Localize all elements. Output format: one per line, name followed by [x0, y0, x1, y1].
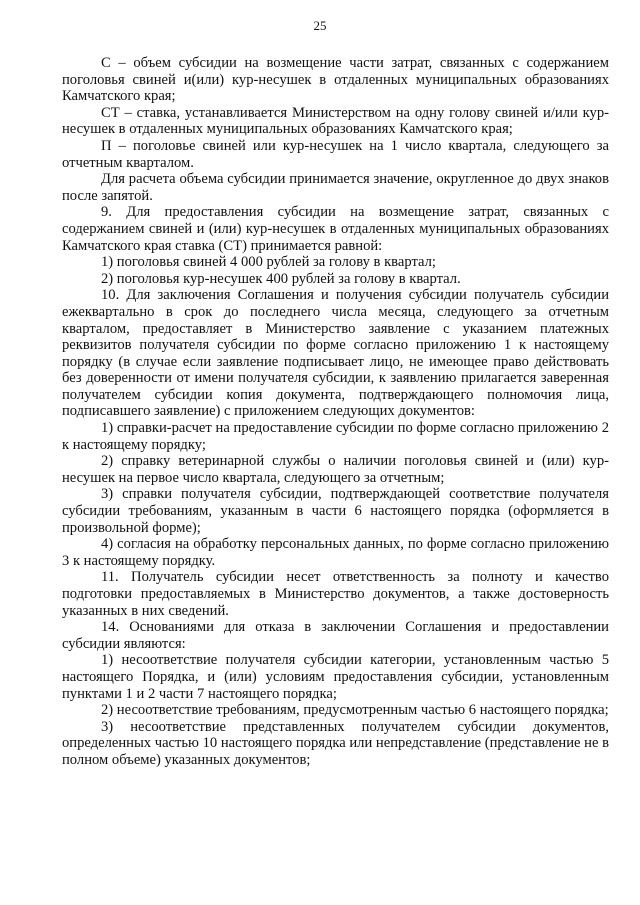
paragraph-clause-10: 10. Для заключения Соглашения и получения субсидии получатель субсидии ежеквартально в срок до последнего числа месяца, следующего за отчетным кварталом, предоставляет в Министерство заявление с указанием платежных реквизитов получателя субсидии по форме согласно приложению 1 к настоящему порядку (в случае если заявление подписывает лицо, не имеющее право действовать без доверенности от имени получателя субсидии, к заявлению прилагается заверенная получателем субсидии копия документа, подтверждающего полномочия лица, подписавшего заявление) с приложением следующих документов: — [62, 287, 609, 420]
document-body — [62, 55, 609, 769]
paragraph-rate-definition: СТ – ставка, устанавливается Министерством на одну голову свиней и/или кур-несушек в отдаленных муниципальных образованиях Камчатского края; — [62, 104, 609, 138]
paragraph-livestock-definition: П – поголовье свиней или кур-несушек на 1 число квартала, следующего за отчетным кварталом. — [62, 137, 609, 171]
list-item-refusal-requirements: 2) несоответствие требованиям, предусмотренным частью 6 настоящего порядка; — [101, 702, 609, 719]
paragraph-clause-11: 11. Получатель субсидии несет ответственность за полноту и качество подготовки предоставляемых в Министерство документов, а также достоверность указанных в них сведений. — [62, 569, 609, 619]
paragraph-clause-9: 9. Для предоставления субсидии на возмещение затрат, связанных с содержанием свиней и (или) кур-несушек в отдаленных муниципальных образованиях Камчатского края ставка (СТ) принимается равной: — [62, 204, 609, 254]
list-item-hens-rate: 2) поголовья кур-несушек 400 рублей за голову в квартал. — [101, 270, 461, 287]
list-item-refusal-documents: 3) несоответствие представленных получателем субсидии документов, определенных частью 10 настоящего порядка или непредставление (представление не в полном объеме) указанных документов; — [62, 718, 609, 768]
paragraph-rounding-rule: Для расчета объема субсидии принимается значение, округленное до двух знаков после запятой. — [62, 171, 609, 204]
list-item-personal-data-consent: 4) согласия на обработку персональных данных, по форме согласно приложению 3 к настоящему порядку. — [62, 536, 609, 569]
paragraph-subsidy-volume-definition: С – объем субсидии на возмещение части затрат, связанных с содержанием поголовья свиней и(или) кур-несушек в отдаленных муниципальных образованиях Камчатского края; — [62, 55, 609, 105]
list-item-refusal-category: 1) несоответствие получателя субсидии категории, установленным частью 5 настоящего Порядка, и (или) условиям предоставления субсидии, установленным пунктами 1 и 2 части 7 настоящего порядка; — [62, 652, 609, 702]
list-item-calculation-certificate: 1) справки-расчет на предоставление субсидии по форме согласно приложению 2 к настоящему порядку; — [62, 420, 609, 453]
list-item-veterinary-certificate: 2) справку ветеринарной службы о наличии поголовья свиней и (или) кур-несушек на первое число квартала, следующего за отчетным; — [62, 453, 609, 486]
paragraph-clause-14: 14. Основаниями для отказа в заключении Соглашения и предоставлении субсидии являются: — [62, 619, 609, 652]
list-item-recipient-certificate: 3) справки получателя субсидии, подтверждающей соответствие получателя субсидии требованиям, указанным в части 6 настоящего порядка (оформляется в произвольной форме); — [62, 486, 609, 536]
page-number: 25 — [313, 18, 327, 33]
list-item-pigs-rate: 1) поголовья свиней 4 000 рублей за голову в квартал; — [101, 254, 436, 271]
